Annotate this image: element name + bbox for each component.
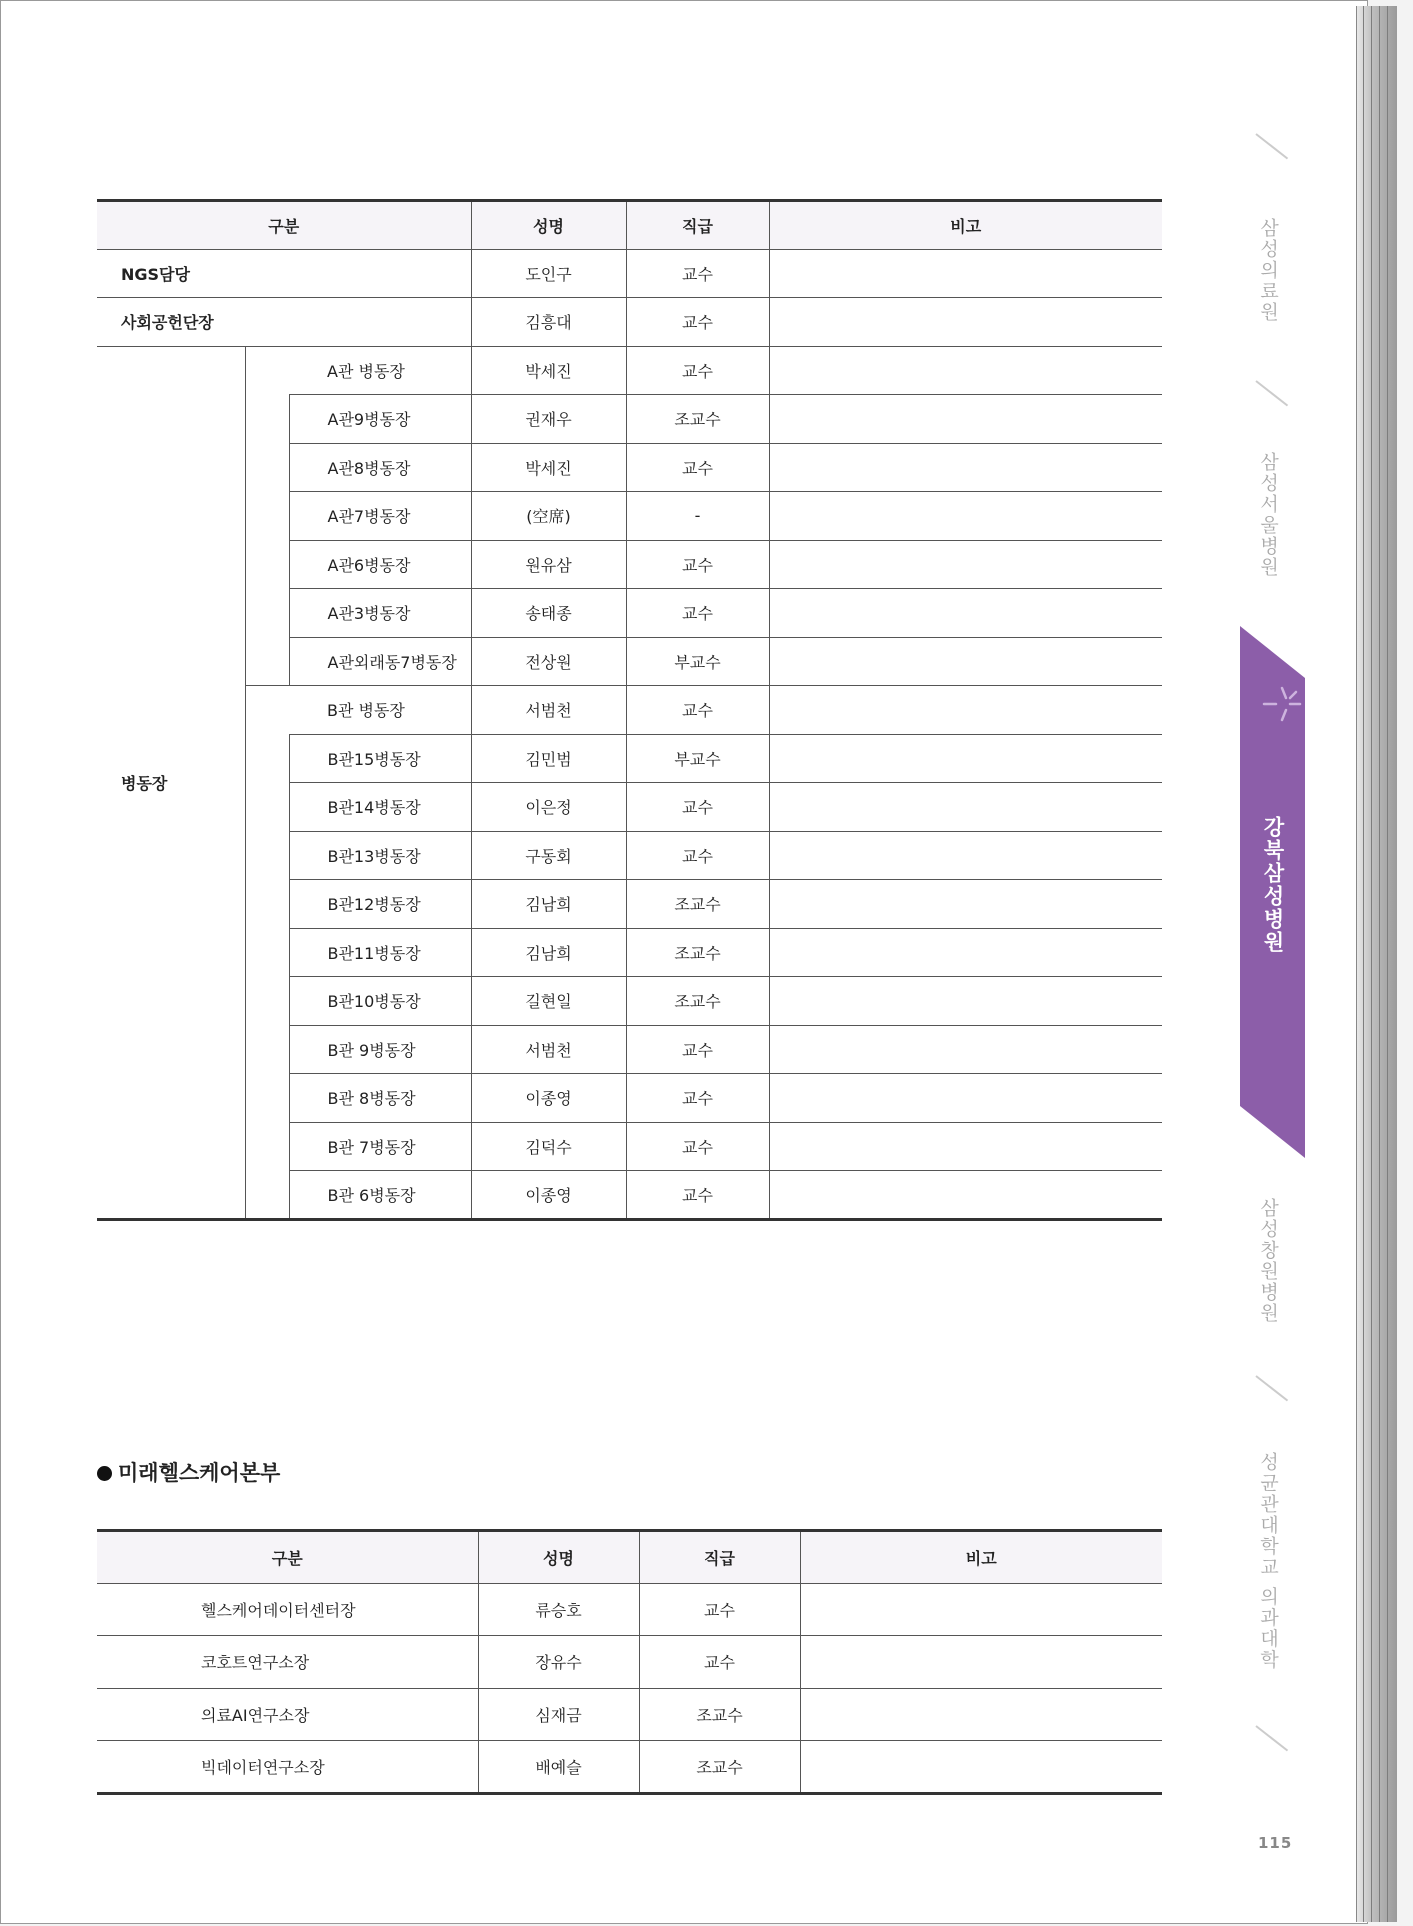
- row-note: [800, 1636, 1162, 1689]
- row-name: 김남희: [471, 880, 626, 929]
- row-name: 길현일: [471, 977, 626, 1026]
- side-nav-item-kangbuk-samsung[interactable]: 강북삼성병원: [1261, 816, 1285, 954]
- row-rank: 조교수: [626, 977, 769, 1026]
- row-name: 이종영: [471, 1171, 626, 1220]
- table-row: [97, 249, 1162, 298]
- side-nav-item-skku-medicine[interactable]: 성균관대학교 의과대학: [1257, 1452, 1279, 1671]
- row-rank: 교수: [626, 783, 769, 832]
- row-label: 빅데이터연구소장: [97, 1741, 478, 1794]
- row-rank: 교수: [626, 540, 769, 589]
- row-label: B관10병동장: [289, 977, 471, 1026]
- row-name: 이종영: [471, 1074, 626, 1123]
- header-rank: 직급: [639, 1531, 800, 1584]
- row-label: B관 6병동장: [289, 1171, 471, 1220]
- row-label: 코호트연구소장: [97, 1636, 478, 1689]
- row-name: 구동회: [471, 831, 626, 880]
- header-category: 구분: [97, 1531, 478, 1584]
- row-note: [769, 1122, 1162, 1171]
- header-note: 비고: [800, 1531, 1162, 1584]
- row-note: [769, 589, 1162, 638]
- row-rank: 교수: [626, 589, 769, 638]
- row-note: [769, 1171, 1162, 1220]
- row-label: A관8병동장: [289, 443, 471, 492]
- row-label: 사회공헌단장: [97, 298, 471, 347]
- row-name: 류승호: [478, 1583, 639, 1636]
- table-row: [97, 1583, 1162, 1636]
- row-name: 서범천: [471, 1025, 626, 1074]
- row-rank: 교수: [639, 1636, 800, 1689]
- section-title: 미래헬스케어본부: [97, 1457, 280, 1487]
- row-name: 권재우: [471, 395, 626, 444]
- side-nav-item-samsung-seoul[interactable]: 삼성서울병원: [1257, 452, 1279, 578]
- row-label: A관7병동장: [289, 492, 471, 541]
- table-row: [97, 1636, 1162, 1689]
- table-header-row: [97, 201, 1162, 250]
- row-name: 전상원: [471, 637, 626, 686]
- page-edge: [1356, 6, 1397, 1922]
- row-rank: 교수: [626, 1025, 769, 1074]
- row-name: 박세진: [471, 443, 626, 492]
- row-note: [800, 1583, 1162, 1636]
- row-name: 김흥대: [471, 298, 626, 347]
- row-label: NGS담당: [97, 249, 471, 298]
- header-note: 비고: [769, 201, 1162, 250]
- row-label: A관 병동장: [289, 346, 471, 395]
- row-rank: 교수: [639, 1583, 800, 1636]
- row-name: 박세진: [471, 346, 626, 395]
- sparkle-icon: [1262, 684, 1302, 724]
- row-rank: 교수: [626, 1074, 769, 1123]
- row-rank: 교수: [626, 249, 769, 298]
- row-note: [769, 637, 1162, 686]
- row-note: [800, 1688, 1162, 1741]
- header-name: 성명: [478, 1531, 639, 1584]
- side-nav-item-samsung-medical[interactable]: 삼성의료원: [1257, 218, 1279, 323]
- row-name: 김덕수: [471, 1122, 626, 1171]
- group-bracket: [245, 346, 289, 686]
- table-row: [97, 346, 1162, 395]
- row-note: [769, 346, 1162, 395]
- row-note: [769, 492, 1162, 541]
- row-label: B관11병동장: [289, 928, 471, 977]
- row-rank: 교수: [626, 298, 769, 347]
- row-rank: 부교수: [626, 734, 769, 783]
- row-name: 이은정: [471, 783, 626, 832]
- row-label: 의료AI연구소장: [97, 1688, 478, 1741]
- row-note: [769, 443, 1162, 492]
- row-label: B관15병동장: [289, 734, 471, 783]
- row-label: A관3병동장: [289, 589, 471, 638]
- row-rank: 교수: [626, 1171, 769, 1220]
- row-label: B관14병동장: [289, 783, 471, 832]
- row-rank: 교수: [626, 443, 769, 492]
- table-row: [97, 1688, 1162, 1741]
- table-row: [97, 686, 1162, 735]
- row-note: [769, 249, 1162, 298]
- row-note: [769, 831, 1162, 880]
- row-rank: 조교수: [626, 880, 769, 929]
- row-rank: 조교수: [626, 928, 769, 977]
- row-note: [769, 880, 1162, 929]
- row-name: 김남희: [471, 928, 626, 977]
- row-name: 송태종: [471, 589, 626, 638]
- ward-group-label: 병동장: [97, 346, 245, 1219]
- row-label: B관 9병동장: [289, 1025, 471, 1074]
- row-rank: 교수: [626, 686, 769, 735]
- row-note: [769, 686, 1162, 735]
- row-rank: 부교수: [626, 637, 769, 686]
- group-bracket: [245, 686, 289, 1220]
- table-header-row: [97, 1531, 1162, 1584]
- row-rank: 조교수: [639, 1688, 800, 1741]
- table-row: [97, 298, 1162, 347]
- row-rank: -: [626, 492, 769, 541]
- table-row: [97, 1741, 1162, 1794]
- row-label: A관9병동장: [289, 395, 471, 444]
- row-label: A관외래동7병동장: [289, 637, 471, 686]
- row-label: B관 8병동장: [289, 1074, 471, 1123]
- row-note: [769, 1025, 1162, 1074]
- row-note: [769, 977, 1162, 1026]
- row-rank: 교수: [626, 1122, 769, 1171]
- row-label: B관 병동장: [289, 686, 471, 735]
- header-rank: 직급: [626, 201, 769, 250]
- row-rank: 교수: [626, 346, 769, 395]
- row-note: [769, 928, 1162, 977]
- side-nav-item-samsung-changwon[interactable]: 삼성창원병원: [1257, 1198, 1279, 1324]
- row-note: [800, 1741, 1162, 1794]
- row-name: 도인구: [471, 249, 626, 298]
- row-name: 심재금: [478, 1688, 639, 1741]
- row-label: 헬스케어데이터센터장: [97, 1583, 478, 1636]
- header-category: 구분: [97, 201, 471, 250]
- row-label: B관 7병동장: [289, 1122, 471, 1171]
- row-rank: 조교수: [639, 1741, 800, 1794]
- row-note: [769, 298, 1162, 347]
- row-name: (空席): [471, 492, 626, 541]
- staff-table: [97, 199, 1162, 1221]
- row-name: 김민범: [471, 734, 626, 783]
- row-label: B관12병동장: [289, 880, 471, 929]
- row-note: [769, 1074, 1162, 1123]
- row-label: A관6병동장: [289, 540, 471, 589]
- header-name: 성명: [471, 201, 626, 250]
- row-note: [769, 734, 1162, 783]
- row-name: 장유수: [478, 1636, 639, 1689]
- row-note: [769, 395, 1162, 444]
- bullet-icon: [97, 1466, 112, 1481]
- page-number: 115: [1258, 1834, 1293, 1852]
- row-name: 원유삼: [471, 540, 626, 589]
- row-rank: 조교수: [626, 395, 769, 444]
- row-note: [769, 783, 1162, 832]
- row-rank: 교수: [626, 831, 769, 880]
- row-note: [769, 540, 1162, 589]
- row-name: 서범천: [471, 686, 626, 735]
- row-name: 배예슬: [478, 1741, 639, 1794]
- future-healthcare-table: [97, 1529, 1162, 1795]
- row-label: B관13병동장: [289, 831, 471, 880]
